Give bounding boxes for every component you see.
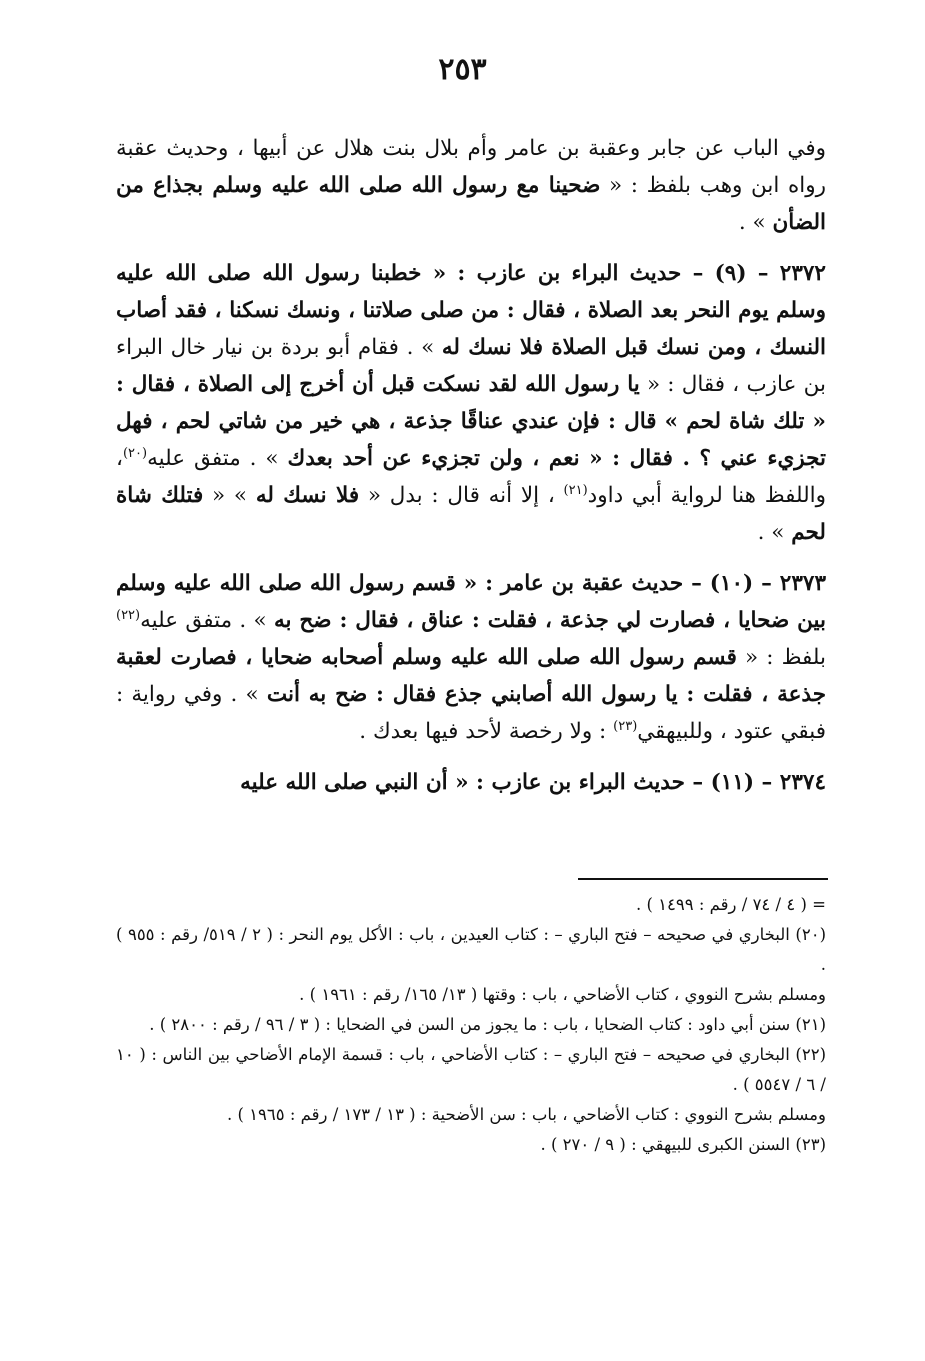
- text-span: بلفظ : «: [736, 645, 826, 670]
- hadith-heading: ٢٣٧٢ – (٩) – حديث البراء بن عازب : « خطبنا رسول الله صلى الله عليه وسلم يوم النحر بعد الصلاة ، فقال : من صلى صلاتنا ، ونسك نسكنا ، فقد أصاب النسك ، ومن نسك قبل الصلاة فلا نسك له: [116, 261, 826, 360]
- hadith-quote: يا رسول الله لقد نسكت قبل أن أخرج إلى الصلاة ، فقال : « تلك شاة لحم » قال : فإن عندي عناقًا جذعة ، هي خير من شاتي لحم ، فهل تجزيء عني ؟ . فقال : « نعم ، ولن تجزيء عن أحد بعدك: [116, 372, 826, 471]
- text-span: ، إلا أنه قال : بدل «: [359, 483, 564, 508]
- paragraph-intro: [116, 130, 826, 241]
- text-span: » .: [757, 520, 792, 545]
- footnote: (٢٠) البخاري في صحيحه – فتح الباري – : كتاب العيدين ، باب : الأكل يوم النحر : ( ٢ / ٥١٩/ رقم : ٩٥٥ ) .: [116, 925, 826, 974]
- footnote: ومسلم بشرح النووي ، كتاب الأضاحي ، باب : وقتها ( ١٣/ ١٦٥/ رقم : ١٩٦١ ) .: [299, 985, 826, 1004]
- footnote: ومسلم بشرح النووي : كتاب الأضاحي ، باب : سن الأضحية : ( ١٣ / ١٧٣ / رقم : ١٩٦٥ ) .: [226, 1105, 826, 1124]
- text-span: ، واللفظ هنا لرواية أبي داود: [116, 446, 827, 508]
- footnote-ref: (٢٢): [116, 607, 141, 623]
- footnote: (٢٣) السنن الكبرى للبيهقي : ( ٩ / ٢٧٠ ) .: [540, 1135, 826, 1154]
- text-span: : ولا رخصة لأحد فيها بعدك .: [359, 719, 614, 744]
- text-span: » . متفق عليه: [147, 446, 288, 471]
- footnote-ref: (٢٠): [122, 445, 148, 461]
- page-number: ٢٥٣: [438, 52, 487, 87]
- main-text: [116, 130, 826, 815]
- hadith-heading: ٢٣٧٣ – (١٠) – حديث عقبة بن عامر : « قسم رسول الله صلى الله عليه وسلم بين ضحايا ، فصارت لي جذعة ، فقلت : عناق ، فقال : ضح به: [116, 571, 826, 633]
- text-span: » . فقام أبو بردة بن نيار خال البراء بن عازب ، فقال : «: [116, 335, 826, 397]
- hadith-quote: فلا نسك له: [255, 483, 360, 508]
- footnote-ref: (٢١): [563, 482, 588, 498]
- hadith-quote: فتلك شاة لحم: [116, 483, 826, 545]
- footnote: (٢٢) البخاري في صحيحه – فتح الباري – : كتاب الأضاحي ، باب : قسمة الإمام الأضاحي بين الناس : ( ١٠ / ٦ / ٥٥٤٧ ) .: [116, 1045, 826, 1094]
- hadith-heading: ٢٣٧٤ – (١١) – حديث البراء بن عازب : « أن النبي صلى الله عليه: [240, 770, 826, 795]
- text-span: » «: [203, 483, 256, 508]
- paragraph-hadith-2373: [116, 565, 826, 750]
- paragraph-hadith-2372: [116, 255, 826, 551]
- hadith-quote: ضحينا مع رسول الله صلى الله عليه وسلم بجذاع من الضأن: [116, 173, 826, 235]
- text-span: » . متفق عليه: [140, 608, 274, 633]
- footnote-separator: [578, 878, 828, 880]
- paragraph-hadith-2374: [116, 764, 826, 801]
- footnote: (٢١) سنن أبي داود : كتاب الضحايا ، باب : ما يجوز من السن في الضحايا : ( ٣ / ٩٦ / رقم : ٢٨٠٠ ) .: [149, 1015, 826, 1034]
- hadith-quote: قسم رسول الله صلى الله عليه وسلم أصحابه ضحايا ، فصارت لعقبة جذعة ، فقلت : يا رسول الله أصابني جذع فقال : ضح به أنت: [116, 645, 826, 707]
- footnotes: [116, 890, 826, 1160]
- footnote-ref: (٢٣): [613, 718, 638, 734]
- text-span: » .: [738, 210, 773, 235]
- text-span: » . وفي رواية : فبقي عتود ، وللبيهقي: [116, 682, 826, 744]
- footnote: = ( ٤ / ٧٤ / رقم : ١٤٩٩ ) .: [636, 895, 826, 914]
- text-span: وفي الباب عن جابر وعقبة بن عامر وأم بلال بنت هلال عن أبيها ، وحديث عقبة رواه ابن وهب بلفظ : «: [116, 136, 826, 198]
